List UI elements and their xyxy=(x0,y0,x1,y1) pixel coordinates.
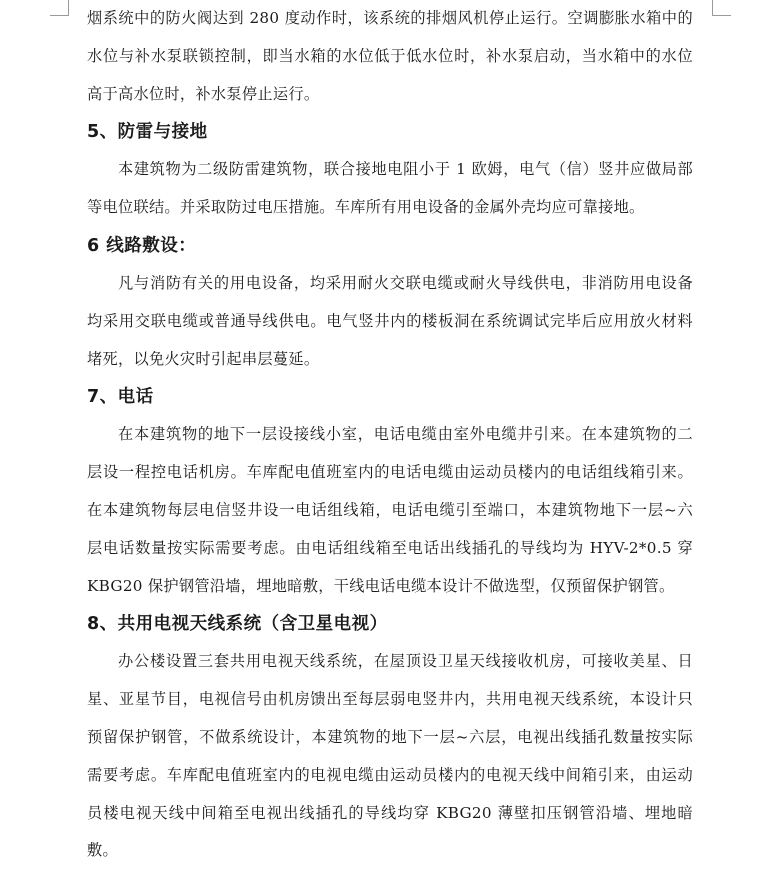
section-heading-tv-antenna: 8、共用电视天线系统（含卫星电视） xyxy=(87,614,388,635)
paragraph-line: 星、亚星节目，电视信号由机房馈出至每层弱电竖井内，共用电视天线系统，本设计只 xyxy=(87,690,693,709)
paragraph-line: 需要考虑。车库配电值班室内的电视电缆由运动员楼内的电视天线中间箱引来，由运动 xyxy=(87,765,693,784)
paragraph-line: 均采用交联电缆或普通导线供电。电气竖井内的楼板洞在系统调试完毕后应用放火材料 xyxy=(87,311,693,330)
paragraph-line: 凡与消防有关的用电设备，均采用耐火交联电缆或耐火导线供电，非消防用电设备 xyxy=(118,273,693,292)
paragraph-line: 堵死，以免火灾时引起串层蔓延。 xyxy=(87,349,320,368)
intro-line: 水位与补水泵联锁控制，即当水箱的水位低于低水位时，补水泵启动，当水箱中的水位 xyxy=(87,46,693,65)
section-heading-wiring: 6 线路敷设： xyxy=(87,235,197,256)
intro-line: 烟系统中的防火阀达到 280 度动作时，该系统的排烟风机停止运行。空调膨胀水箱中的 xyxy=(87,9,693,27)
paragraph-line: 等电位联结。并采取防过电压措施。车库所有用电设备的金属外壳均应可靠接地。 xyxy=(87,198,645,217)
paragraph-line: 在本建筑物每层电信竖井设一电话组线箱，电话电缆引至端口，本建筑物地下一层~六 xyxy=(87,500,693,519)
paragraph-line: 员楼电视天线中间箱至电视出线插孔的导线均穿 KBG20 薄壁扣压钢管沿墙、埋地暗敷。 xyxy=(87,803,693,860)
paragraph-line: KBG20 保护钢管沿墙，埋地暗敷，干线电话电缆本设计不做选型，仅预留保护钢管。 xyxy=(87,576,675,595)
paragraph-line: 预留保护钢管，不做系统设计，本建筑物的地下一层~六层，电视出线插孔数量按实际 xyxy=(87,727,693,746)
paragraph-line: 本建筑物为二级防雷建筑物，联合接地电阻小于 1 欧姆，电气（信）竖井应做局部 xyxy=(118,160,693,179)
crop-mark-left xyxy=(68,0,69,16)
paragraph-line: 在本建筑物的地下一层设接线小室，电话电缆由室外电缆井引来。在本建筑物的二 xyxy=(118,425,693,444)
paragraph-line: 层设一程控电话机房。车库配电值班室内的电话电缆由运动员楼内的电话组线箱引来。 xyxy=(87,463,693,482)
crop-mark-right-h xyxy=(713,15,731,16)
paragraph-line: 办公楼设置三套共用电视天线系统，在屋顶设卫星天线接收机房，可接收美星、日 xyxy=(118,652,693,671)
paragraph-line: 层电话数量按实际需要考虑。由电话组线箱至电话出线插孔的导线均为 HYV-2*0.5 穿 xyxy=(87,538,693,557)
intro-line: 高于高水位时，补水泵停止运行。 xyxy=(87,84,320,103)
section-heading-lightning: 5、防雷与接地 xyxy=(87,122,208,143)
crop-mark-right xyxy=(712,0,713,16)
section-heading-telephone: 7、电话 xyxy=(87,387,154,408)
document-body xyxy=(87,0,693,870)
crop-mark-left-h xyxy=(50,15,68,16)
